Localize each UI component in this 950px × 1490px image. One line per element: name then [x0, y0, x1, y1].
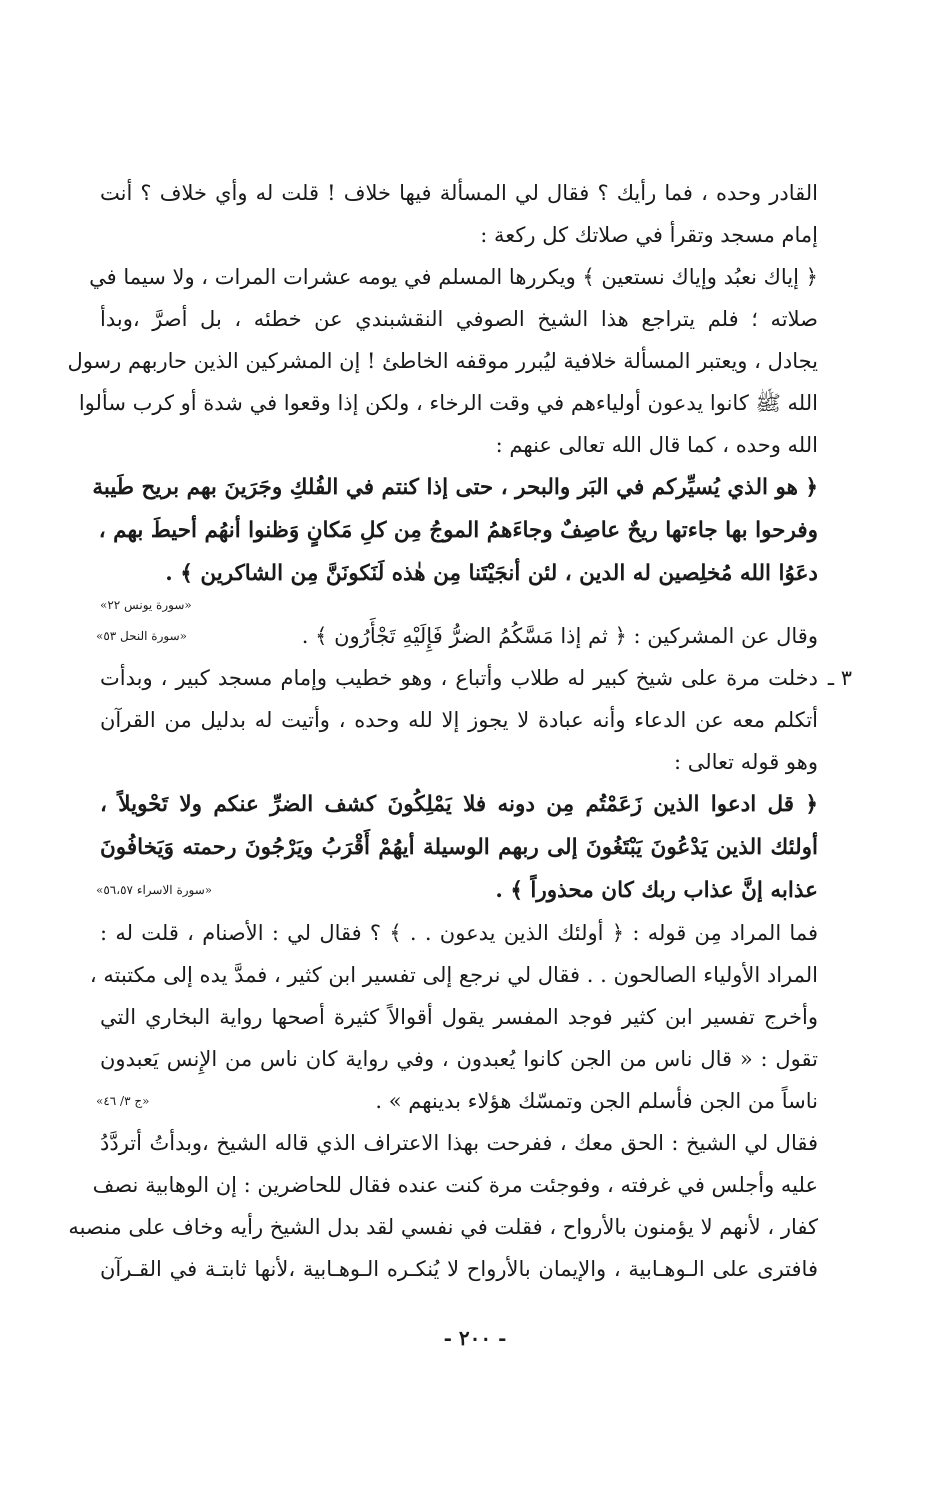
verse-reference: «سورة الاسراء ٥٦،٥٧» [96, 883, 213, 897]
text-line: تقول : « قال ناس من الجن كانوا يُعبدون ، وفي رواية كان ناس من الإِنس يَعبدون [100, 1047, 818, 1071]
text-line: الله ﷺ كانوا يدعون أولياءهم في وقت الرخاء ، ولكن إذا وقعوا في شدة أو كرب سألوا [78, 391, 818, 415]
quran-verse-line: عذابه إنَّ عذاب ربك كان محذوراً ﴾ . [495, 878, 818, 903]
text-line: فما المراد مِن قوله : ﴿ أولئك الذين يدعون . . ﴾ ؟ فقال لي : الأصنام ، قلت له : [100, 921, 818, 945]
numbered-paragraph-line [100, 657, 852, 699]
text-line-with-reference [96, 615, 818, 657]
quran-verse-line: ﴿ هو الذي يُسيِّركم في البَر والبحر ، حتى إذا كنتم في الفُلكِ وجَرَينَ بهم بريح طَيبة [92, 475, 818, 500]
quran-verse-line: وفرحوا بها جاءتها ريحٌ عاصِفٌ وجاءَهمُ الموجُ مِن كلِ مَكانٍ وَظنوا أنهُم أحيطَ بهم ، [98, 518, 818, 543]
text-line-with-reference [96, 1080, 818, 1122]
text-line: ناساً من الجن فأسلم الجن وتمسّك هؤلاء بدينهم » . [375, 1089, 818, 1113]
text-line: فافترى على الـوهـابية ، والإيمان بالأرواح لا يُنكـره الـوهـابية ،لأنها ثابتـة في القـرآن [100, 1257, 818, 1281]
text-line: دخلت مرة على شيخ كبير له طلاب وأتباع ، وهو خطيب وإمام مسجد كبير ، وبدأت [100, 666, 818, 690]
text-line: فقال لي الشيخ : الحق معك ، ففرحت بهذا الاعتراف الذي قاله الشيخ ،وبدأتُ أتردَّدُ [100, 1131, 818, 1155]
text-line: عليه وأجلس في غرفته ، وفوجئت مرة كنت عنده فقال للحاضرين : إن الوهابية نصف [92, 1173, 818, 1197]
text-line: كفار ، لأنهم لا يؤمنون بالأرواح ، فقلت في نفسي لقد بدل الشيخ رأيه وخاف على منصبه [68, 1215, 818, 1239]
text-line: المراد الأولياء الصالحون . . فقال لي نرجع إلى تفسير ابن كثير ، فمدَّ يده إلى مكتبته ، [89, 963, 818, 987]
verse-reference: «سورة يونس ٢٢» [100, 598, 192, 612]
text-line: يجادل ، ويعتبر المسألة خلافية ليُبرر موقفه الخاطئ ! إن المشركين الذين حاربهم رسول [67, 349, 818, 373]
text-line: وهو قوله تعالى : [674, 750, 818, 774]
verse-reference: «سورة النحل ٥٣» [96, 629, 187, 643]
text-line: إمام مسجد وتقرأ في صلاتك كل ركعة : [480, 223, 818, 247]
text-line: القادر وحده ، فما رأيك ؟ فقال لي المسألة فيها خلاف ! قلت له وأي خلاف ؟ أنت [100, 181, 818, 205]
text-line: أتكلم معه عن الدعاء وأنه عبادة لا يجوز إلا لله وحده ، وأتيت له بدليل من القرآن [100, 708, 818, 732]
hadith-reference: «ج ٣/ ٤٦» [96, 1094, 150, 1108]
text-line-with-reference [96, 869, 818, 912]
text-line: وقال عن المشركين : ﴿ ثم إذا مَسَّكُمُ الضرُّ فَإِلَيْهِ تَجْأَرُون ﴾ . [301, 624, 818, 648]
quran-verse-line: ﴿ قل ادعوا الذين زَعَمْتُم مِن دونه فلا يَمْلِكُونَ كشف الضرِّ عنكم ولا تَحْويلاً ، [100, 792, 818, 817]
text-line: صلاته ؛ فلم يتراجع هذا الشيخ الصوفي النقشبندي عن خطئه ، بل أصرَّ ،وبدأ [100, 307, 818, 331]
quran-verse-line: دعَوُا الله مُخلِصين له الدين ، لئن أنجَيْتَنا مِن هٰذه لَنَكونَنَّ مِن الشاكرين ﴾ . [165, 561, 818, 586]
paragraph-number: ٣ ـ [827, 666, 852, 690]
page-number: - ٢٠٠ - [443, 1326, 507, 1350]
text-line: الله وحده ، كما قال الله تعالى عنهم : [495, 433, 818, 457]
quran-verse-line: ﴿ إياك نعبُد وإياك نستعين ﴾ ويكررها المسلم في يومه عشرات المرات ، ولا سيما في [89, 265, 818, 289]
text-line: وأخرج تفسير ابن كثير فوجد المفسر يقول أقوالاً كثيرة أصحها رواية البخاري التي [100, 1005, 818, 1029]
quran-verse-line: أولئك الذين يَدْعُونَ يَبْتَغُونَ إلى ربهم الوسيلة أيهُمْ أَقْرَبُ ويَرْجُونَ رحمته وَيَخافُونَ [100, 835, 818, 860]
